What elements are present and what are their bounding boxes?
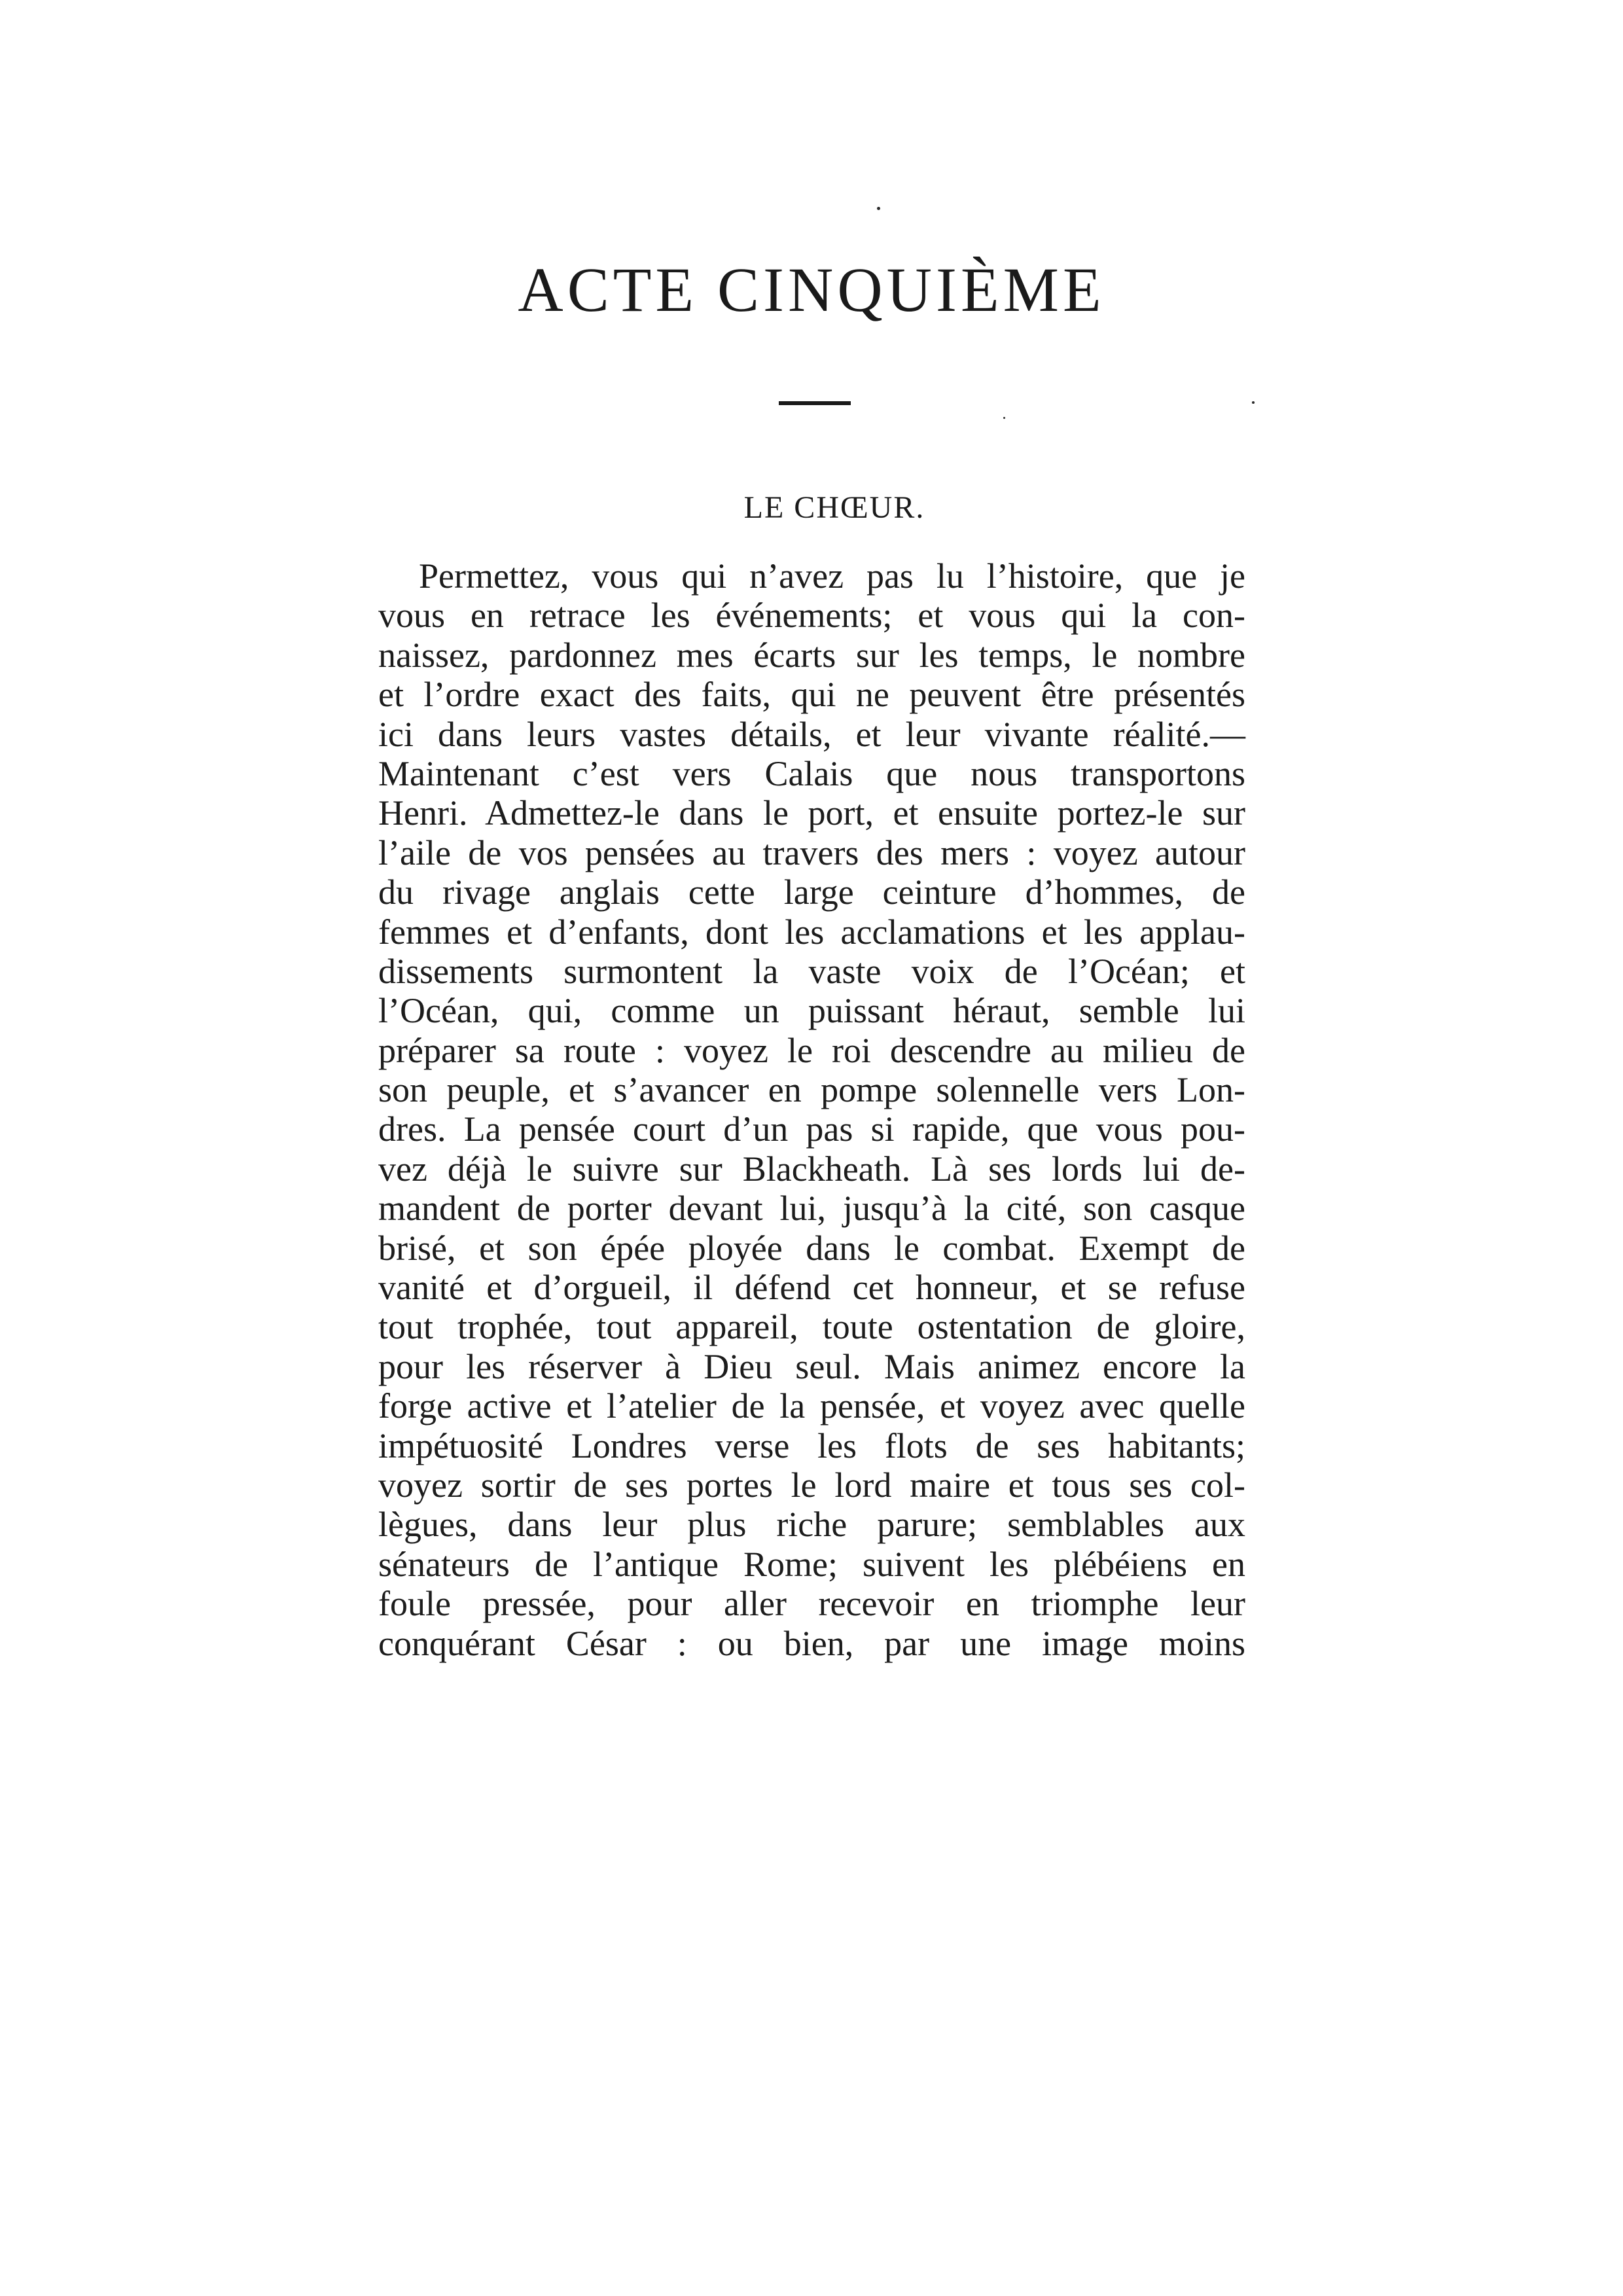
- text-line: pour les réserver à Dieu seul. Mais animez encore la: [378, 1346, 1245, 1386]
- ink-speck: [1003, 417, 1005, 419]
- text-line: Permettez, vous qui n’avez pas lu l’histoire, que je: [419, 556, 1245, 596]
- text-line: ici dans leurs vastes détails, et leur vivante réalité.—: [378, 714, 1245, 754]
- text-line: vanité et d’orgueil, il défend cet honneur, et se refuse: [378, 1268, 1245, 1308]
- text-line: son peuple, et s’avancer en pompe solennelle vers Lon-: [378, 1070, 1245, 1110]
- text-line: tout trophée, tout appareil, toute ostentation de gloire,: [378, 1307, 1245, 1347]
- text-line: du rivage anglais cette large ceinture d’hommes, de: [378, 872, 1245, 912]
- text-line: lègues, dans leur plus riche parure; semblables aux: [378, 1505, 1245, 1545]
- text-line: conquérant César : ou bien, par une image moins: [378, 1623, 1245, 1663]
- text-line: foule pressée, pour aller recevoir en triomphe leur: [378, 1584, 1245, 1624]
- text-line: l’aile de vos pensées au travers des mers : voyez autour: [378, 833, 1245, 872]
- act-title: ACTE CINQUIÈME: [518, 255, 1105, 325]
- text-line: vez déjà le suivre sur Blackheath. Là ses lords lui de-: [378, 1149, 1245, 1189]
- ink-speck: [1252, 401, 1255, 404]
- text-line: femmes et d’enfants, dont les acclamations et les applau-: [378, 912, 1245, 952]
- speaker-heading: LE CHŒUR.: [743, 490, 925, 525]
- text-line: préparer sa route : voyez le roi descendre au milieu de: [378, 1030, 1245, 1070]
- text-line: vous en retrace les événements; et vous qui la con-: [378, 596, 1245, 636]
- text-line: mandent de porter devant lui, jusqu’à la cité, son casque: [378, 1189, 1245, 1229]
- text-line: naissez, pardonnez mes écarts sur les temps, le nombre: [378, 635, 1245, 675]
- text-line: dissements surmontent la vaste voix de l’Océan; et: [378, 951, 1245, 991]
- text-line: voyez sortir de ses portes le lord maire et tous ses col-: [378, 1465, 1245, 1505]
- ink-speck: [877, 207, 880, 210]
- text-line: forge active et l’atelier de la pensée, et voyez avec quelle: [378, 1386, 1245, 1426]
- text-line: et l’ordre exact des faits, qui ne peuvent être présentés: [378, 675, 1245, 715]
- title-rule: [779, 401, 851, 405]
- text-line: Maintenant c’est vers Calais que nous transportons: [378, 753, 1245, 793]
- text-line: brisé, et son épée ployée dans le combat. Exempt de: [378, 1228, 1245, 1268]
- body-paragraph: [378, 556, 1245, 1663]
- text-line: dres. La pensée court d’un pas si rapide, que vous pou-: [378, 1109, 1245, 1149]
- text-line: Henri. Admettez-le dans le port, et ensuite portez-le sur: [378, 793, 1245, 833]
- text-line: impétuosité Londres verse les flots de ses habitants;: [378, 1426, 1245, 1465]
- text-line: l’Océan, qui, comme un puissant héraut, semble lui: [378, 991, 1245, 1031]
- text-line: sénateurs de l’antique Rome; suivent les plébéiens en: [378, 1544, 1245, 1584]
